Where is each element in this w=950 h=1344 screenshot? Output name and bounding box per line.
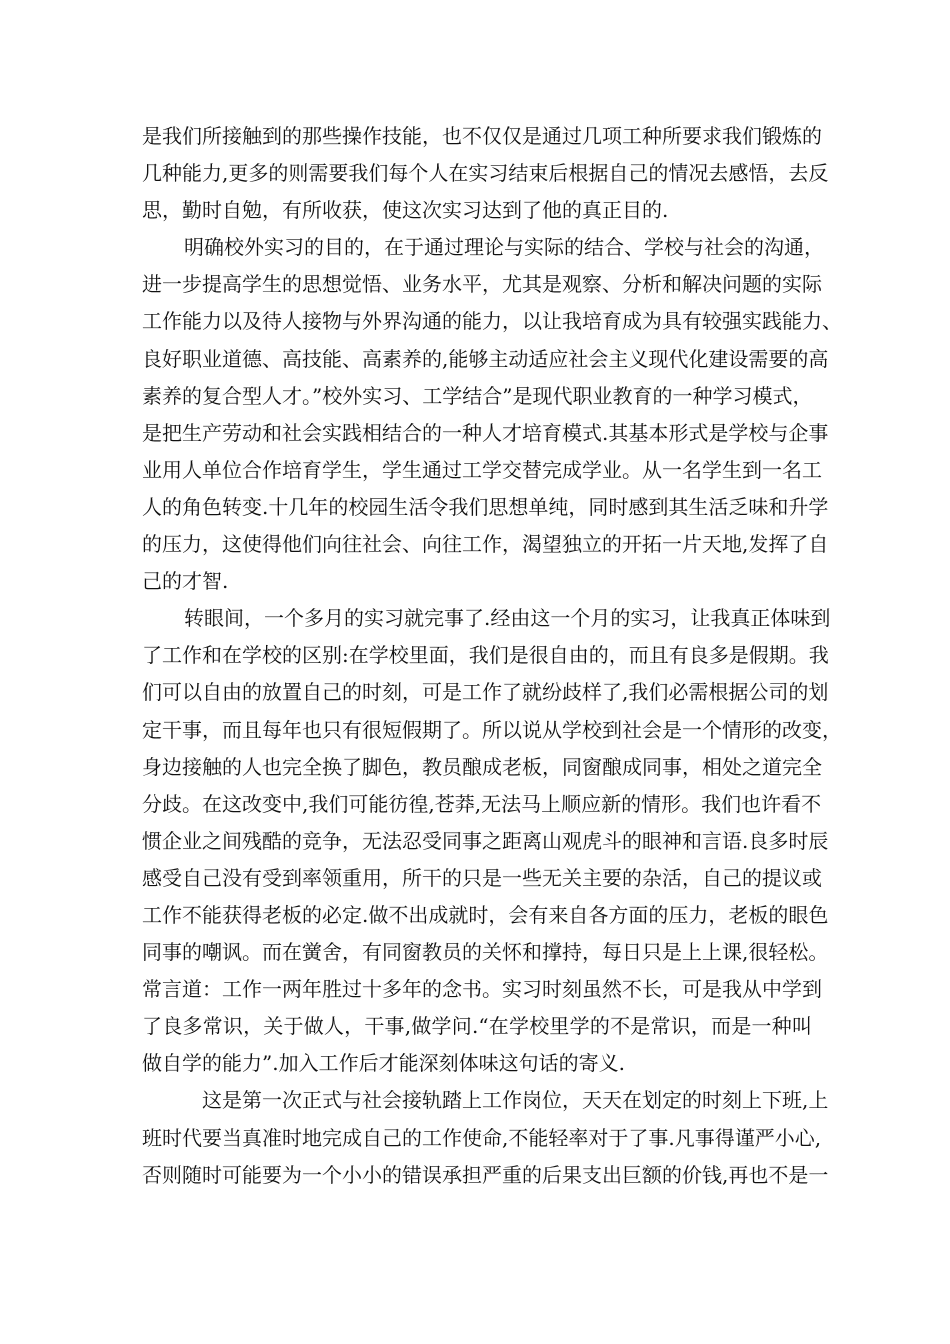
text-line: 素养的复合型人才。”校外实习、工学结合”是现代职业教育的一种学习模式， — [142, 383, 813, 408]
text-line: 业用人单位合作培育学生，学生通过工学交替完成学业。从一名学生到一名工 — [142, 457, 822, 482]
paragraph-first-line: 这是第一次正式与社会接轨踏上工作岗位，天天在划定的时刻上下班,上 — [202, 1088, 829, 1113]
text-line: 们可以自由的放置自己的时刻，可是工作了就纷歧样了,我们必需根据公司的划 — [142, 680, 829, 705]
text-line: 思，勤时自勉，有所收获，使这次实习达到了他的真正目的. — [142, 198, 669, 223]
text-line: 定干事，而且每年也只有很短假期了。所以说从学校到社会是一个情形的改变， — [142, 717, 842, 742]
text-line: 了工作和在学校的区别:在学校里面，我们是很自由的，而且有良多是假期。我 — [142, 643, 829, 668]
text-line: 同事的嘲讽。而在黉舍，有同窗教员的关怀和撑持，每日只是上上课,很轻松。 — [142, 940, 829, 965]
text-line: 是把生产劳动和社会实践相结合的一种人才培育模式.其基本形式是学校与企事 — [142, 420, 829, 445]
text-line: 了良多常识，关于做人，干事,做学问.“在学校里学的不是常识，而是一种叫 — [142, 1014, 812, 1039]
text-line: 人的角色转变.十几年的校园生活令我们思想单纯，同时感到其生活乏味和升学 — [142, 494, 829, 519]
text-line: 班时代要当真准时地完成自己的工作使命,不能轻率对于了事.凡事得谨严小心, — [142, 1125, 822, 1150]
text-line: 惯企业之间残酷的竞争，无法忍受同事之距离山观虎斗的眼神和言语.良多时辰 — [142, 828, 829, 853]
text-line: 身边接触的人也完全换了脚色，教员酿成老板，同窗酿成同事，相处之道完全 — [142, 754, 822, 779]
text-line: 否则随时可能要为一个小小的错误承担严重的后果支出巨额的价钱,再也不是一 — [142, 1162, 829, 1187]
paragraph-first-line: 明确校外实习的目的，在于通过理论与实际的结合、学校与社会的沟通， — [184, 235, 824, 260]
document-body — [142, 118, 842, 1194]
paragraph-first-line: 转眼间，一个多月的实习就完事了.经由这一个月的实习，让我真正体味到 — [184, 606, 831, 631]
text-line: 常言道：工作一两年胜过十多年的念书。实习时刻虽然不长，可是我从中学到 — [142, 977, 822, 1002]
text-line: 分歧。在这改变中,我们可能彷徨,苍莽,无法马上顺应新的情形。我们也许看不 — [142, 791, 822, 816]
text-line: 几种能力,更多的则需要我们每个人在实习结束后根据自己的情况去感悟，去反 — [142, 161, 829, 186]
text-line: 己的才智. — [142, 569, 229, 594]
text-line: 感受自己没有受到率领重用，所干的只是一些无关主要的杂活，自己的提议或 — [142, 865, 822, 890]
text-line: 进一步提高学生的思想觉悟、业务水平，尤其是观察、分析和解决问题的实际 — [142, 272, 822, 297]
text-line: 做自学的能力”.加入工作后才能深刻体味这句话的寄义. — [142, 1051, 625, 1076]
text-line: 工作能力以及待人接物与外界沟通的能力，以让我培育成为具有较强实践能力、 — [142, 309, 842, 334]
text-line: 工作不能获得老板的必定.做不出成就时，会有来自各方面的压力，老板的眼色 — [142, 902, 829, 927]
text-line: 良好职业道德、高技能、高素养的,能够主动适应社会主义现代化建设需要的高 — [142, 346, 829, 371]
text-line: 是我们所接触到的那些操作技能，也不仅仅是通过几项工种所要求我们锻炼的 — [142, 124, 822, 148]
text-line: 的压力，这使得他们向往社会、向往工作，渴望独立的开拓一片天地,发挥了自 — [142, 532, 829, 557]
